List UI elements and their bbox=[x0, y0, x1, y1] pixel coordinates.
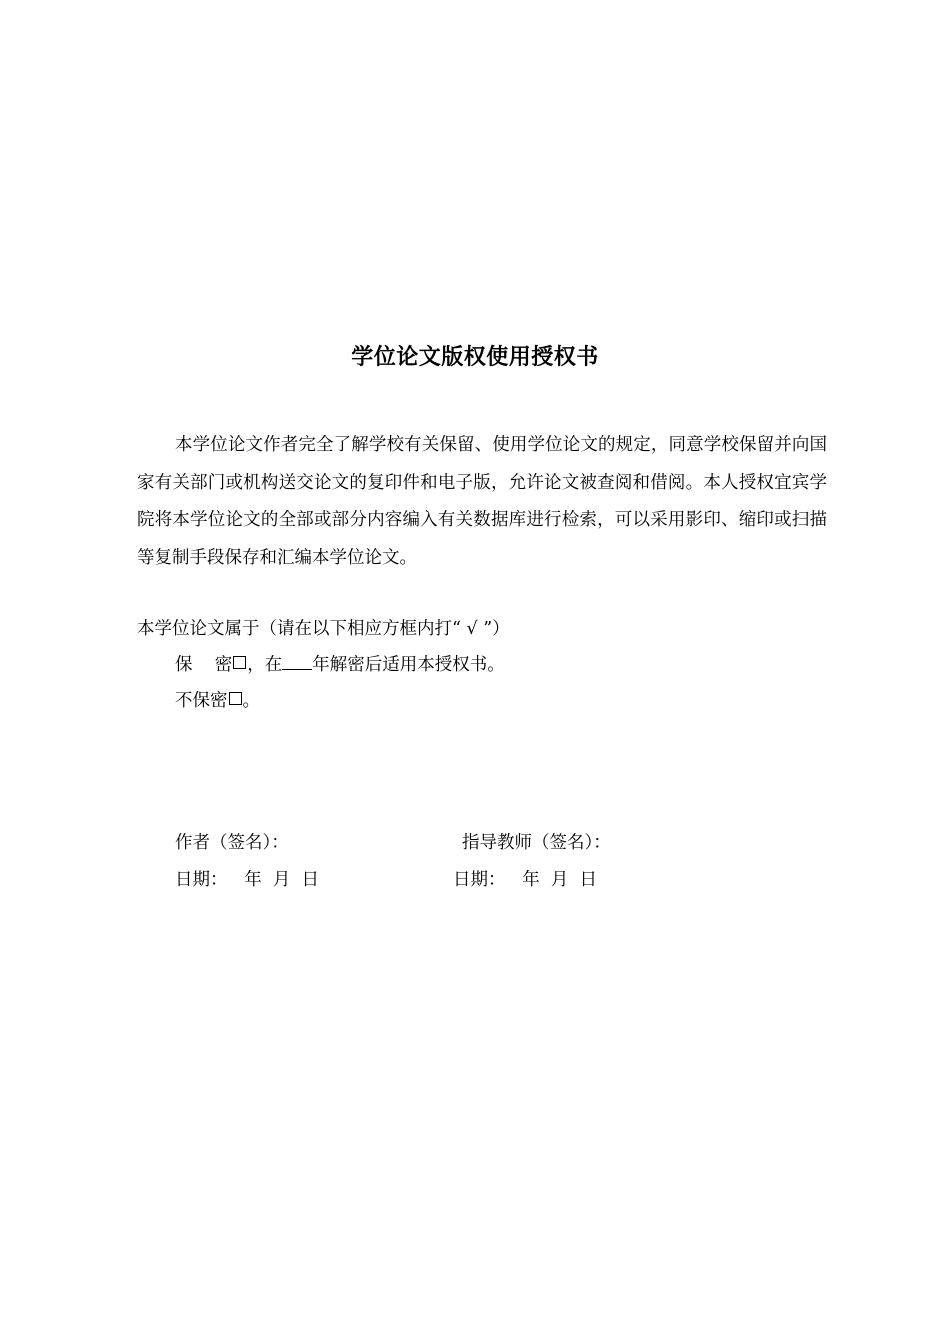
authorization-paragraph: 本学位论文作者完全了解学校有关保留、使用学位论文的规定，同意学校保留并向国家有关部门或机构送交论文的复印件和电子版，允许论文被查阅和借阅。本人授权宜宾学院将本学位论文的全部或部分内容编入有关数据库进行检索，可以采用影印、缩印或扫描等复制手段保存和汇编本学位论文。 bbox=[137, 435, 827, 568]
nonsecret-checkbox[interactable] bbox=[229, 692, 242, 705]
years-blank[interactable] bbox=[282, 652, 312, 670]
secret-label: 保 密 bbox=[175, 655, 233, 675]
advisor-date-label: 日期： 年 月 日 bbox=[453, 870, 597, 890]
author-signature-label: 作者（签名）： bbox=[175, 833, 289, 853]
secret-checkbox[interactable] bbox=[233, 656, 246, 669]
nonsecret-label: 不保密 bbox=[175, 691, 228, 711]
nonsecret-suffix-text: 。 bbox=[242, 691, 260, 711]
author-date-label: 日期： 年 月 日 bbox=[175, 870, 319, 890]
advisor-signature-label: 指导教师（签名）： bbox=[462, 833, 611, 853]
option-secret bbox=[175, 652, 505, 678]
classification-instruction: 本学位论文属于（请在以下相应方框内打“ √ ”） bbox=[137, 619, 510, 639]
secret-suffix-text: 年解密后适用本授权书。 bbox=[312, 655, 505, 675]
secret-after-text: ，在 bbox=[247, 655, 283, 675]
option-nonsecret bbox=[175, 688, 260, 714]
document-title: 学位论文版权使用授权书 bbox=[351, 345, 599, 370]
